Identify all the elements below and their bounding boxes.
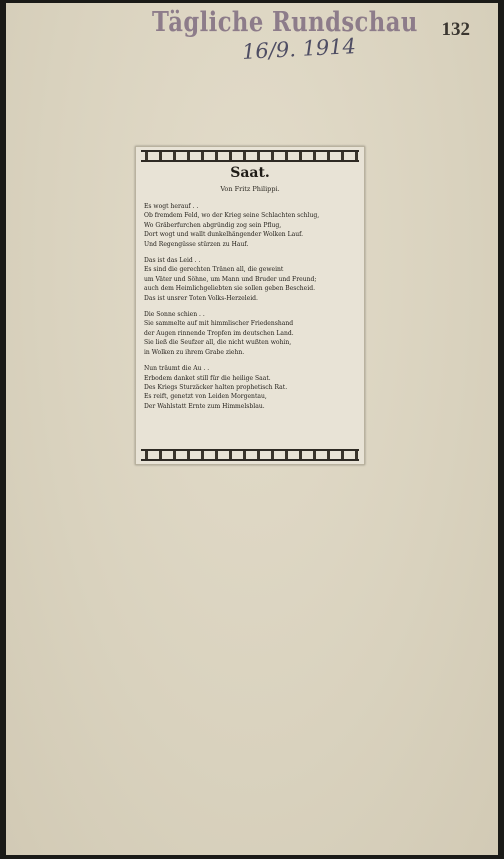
poem-line: Wo Gräberfurchen abgründig zog sein Pflug,	[144, 220, 282, 229]
poem-line: Es wogt herauf . .	[144, 202, 199, 210]
poem-line: Erbodem danket still für die heilige Saat.	[144, 373, 271, 382]
poem-line: in Wolken zu ihrem Grabe ziehn.	[144, 347, 245, 356]
stanza	[144, 202, 360, 249]
poem-byline: Von Fritz Philippi.	[220, 185, 280, 193]
poem-line: Dort wogt und wallt dunkelhängender Wolken Lauf.	[144, 230, 304, 239]
ornamental-border-top	[141, 150, 359, 162]
poem-line: Des Kriegs Sturzäcker halten prophetisch Rat.	[144, 382, 288, 391]
poem-line: Sie sammelte auf mit himmlischer Friedenshand	[144, 319, 294, 328]
poem-line: Es reift, genetzt von Leiden Morgentau,	[144, 392, 267, 401]
poem-line: Sie ließ die Seufzer all, die nicht wußten wohin,	[144, 338, 292, 347]
page-number: 132	[441, 19, 470, 40]
stanza	[144, 256, 360, 303]
poem-title: Saat.	[230, 165, 270, 181]
poem-line: Das ist das Leid . .	[144, 256, 201, 265]
archive-page	[6, 3, 498, 855]
ornamental-border-bottom	[141, 449, 359, 461]
poem-body	[144, 202, 360, 418]
poem-line: Die Sonne schien . .	[144, 310, 205, 319]
poem-line: Und Regengüsse stürzen zu Hauf.	[144, 239, 249, 248]
poem-line: Nun träumt die Au . .	[144, 364, 210, 373]
handwritten-date: 16/9. 1914	[241, 34, 357, 64]
stanza	[144, 364, 360, 411]
poem-line: Es sind die gerechten Tränen all, die geweint	[144, 265, 284, 274]
stanza	[144, 310, 360, 357]
newspaper-stamp: Tägliche Rundschau	[152, 7, 418, 38]
poem-line: der Augen rinnende Tropfen im deutschen Land.	[144, 328, 294, 337]
poem-line: Der Wahlstatt Ernte zum Himmelsblau.	[144, 401, 265, 410]
poem-line: Das ist unsrer Toten Volks-Herzeleid.	[144, 293, 258, 302]
poem-line: um Väter und Söhne, um Mann und Bruder und Freund;	[144, 274, 317, 283]
poem-line: Ob fremdem Feld, wo der Krieg seine Schlachten schlug,	[144, 211, 320, 220]
poem-line: auch dem Heimlichgeliebten sie sollen geben Bescheid.	[144, 284, 315, 293]
newspaper-clipping	[135, 146, 365, 465]
